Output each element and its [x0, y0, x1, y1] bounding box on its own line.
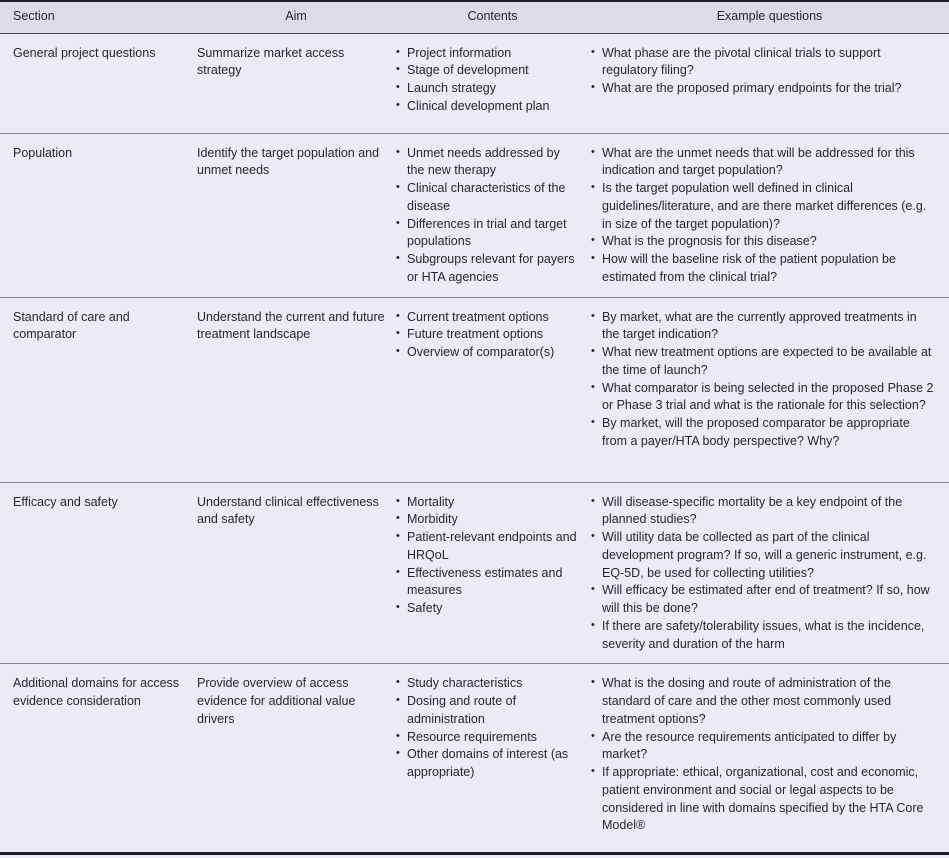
content-item: • Future treatment options — [395, 326, 580, 344]
content-item: • Safety — [395, 600, 580, 618]
content-item: • Study characteristics — [395, 675, 580, 693]
content-item-list — [395, 494, 580, 618]
contents-cell — [395, 33, 590, 133]
content-item: • Clinical development plan — [395, 98, 580, 116]
aim-cell: Provide overview of access evidence for additional value drivers — [197, 664, 395, 854]
aim-cell: Understand the current and future treatment landscape — [197, 297, 395, 482]
questions-cell — [590, 133, 949, 297]
question-item-list — [590, 145, 935, 287]
question-item: • What phase are the pivotal clinical trials to support regulatory filing? — [590, 45, 935, 81]
content-item: • Morbidity — [395, 511, 580, 529]
table-row — [0, 482, 949, 664]
content-item: • Overview of comparator(s) — [395, 344, 580, 362]
content-item: • Stage of development — [395, 62, 580, 80]
content-item-list — [395, 675, 580, 782]
question-item: • What are the unmet needs that will be addressed for this indication and target population? — [590, 145, 935, 181]
question-item: • Will efficacy be estimated after end of treatment? If so, how will this be done? — [590, 582, 935, 618]
col-header-example-questions: Example questions — [590, 1, 949, 33]
questions-cell — [590, 297, 949, 482]
table-row — [0, 33, 949, 133]
question-item-list — [590, 309, 935, 451]
question-item: • Will utility data be collected as part of the clinical development program? If so, will a generic instrument, e.g. EQ-5D, be used for collecting utilities? — [590, 529, 935, 582]
section-cell: Standard of care and comparator — [0, 297, 197, 482]
section-cell: Additional domains for access evidence consideration — [0, 664, 197, 854]
table-row — [0, 664, 949, 854]
question-item-list — [590, 494, 935, 654]
section-cell: Population — [0, 133, 197, 297]
content-item: • Resource requirements — [395, 729, 580, 747]
content-item-list — [395, 309, 580, 362]
content-item-list — [395, 45, 580, 116]
col-header-aim: Aim — [197, 1, 395, 33]
question-item-list — [590, 675, 935, 835]
col-header-section: Section — [0, 1, 197, 33]
question-item: • Will disease-specific mortality be a key endpoint of the planned studies? — [590, 494, 935, 530]
content-item: • Patient-relevant endpoints and HRQoL — [395, 529, 580, 565]
question-item: • By market, will the proposed comparator be appropriate from a payer/HTA body perspective? Why? — [590, 415, 935, 451]
section-cell: General project questions — [13, 45, 156, 60]
content-item: • Effectiveness estimates and measures — [395, 565, 580, 601]
content-item: • Subgroups relevant for payers or HTA agencies — [395, 251, 580, 287]
table-row — [0, 297, 949, 482]
question-item: • What is the prognosis for this disease? — [590, 233, 935, 251]
question-item-list — [590, 45, 935, 98]
content-item-list — [395, 145, 580, 287]
contents-cell — [395, 664, 590, 854]
question-item: • If there are safety/tolerability issues, what is the incidence, severity and duration of the harm — [590, 618, 935, 654]
contents-cell — [395, 133, 590, 297]
content-item: • Project information — [395, 45, 580, 63]
question-item: • If appropriate: ethical, organizational, cost and economic, patient environment and social or legal aspects to be considered in line with domains specified by the HTA Core Model® — [590, 764, 935, 835]
content-item: • Current treatment options — [395, 309, 580, 327]
question-item: • What are the proposed primary endpoints for the trial? — [590, 80, 935, 98]
content-item: • Differences in trial and target populations — [395, 216, 580, 252]
content-item: • Unmet needs addressed by the new therapy — [395, 145, 580, 181]
header-row — [0, 1, 949, 33]
aim-cell: Summarize market access strategy — [197, 45, 345, 78]
question-item: • What is the dosing and route of administration of the standard of care and the other most commonly used treatment options? — [590, 675, 935, 728]
question-item: • By market, what are the currently approved treatments in the target indication? — [590, 309, 935, 345]
content-item: • Other domains of interest (as appropriate) — [395, 746, 580, 782]
content-item: • Dosing and route of administration — [395, 693, 580, 729]
table-row — [0, 133, 949, 297]
question-item: • How will the baseline risk of the patient population be estimated from the clinical trial? — [590, 251, 935, 287]
col-header-contents: Contents — [395, 1, 590, 33]
question-item: • Are the resource requirements anticipated to differ by market? — [590, 729, 935, 765]
aim-cell: Identify the target population and unmet needs — [197, 133, 395, 297]
questions-cell — [590, 482, 949, 664]
table-body — [0, 33, 949, 854]
contents-cell — [395, 297, 590, 482]
aim-cell: Understand clinical effectiveness and safety — [197, 482, 395, 664]
question-item: • Is the target population well defined in clinical guidelines/literature, and are there market differences (e.g. in size of the target population)? — [590, 180, 935, 233]
table-header — [0, 1, 949, 33]
content-item: • Launch strategy — [395, 80, 580, 98]
section-cell: Efficacy and safety — [0, 482, 197, 664]
content-item: • Clinical characteristics of the disease — [395, 180, 580, 216]
questions-cell — [590, 664, 949, 854]
contents-cell — [395, 482, 590, 664]
content-item: • Mortality — [395, 494, 580, 512]
questions-cell — [590, 33, 949, 133]
question-item: • What comparator is being selected in the proposed Phase 2 or Phase 3 trial and what is the rationale for this selection? — [590, 380, 935, 416]
question-item: • What new treatment options are expected to be available at the time of launch? — [590, 344, 935, 380]
